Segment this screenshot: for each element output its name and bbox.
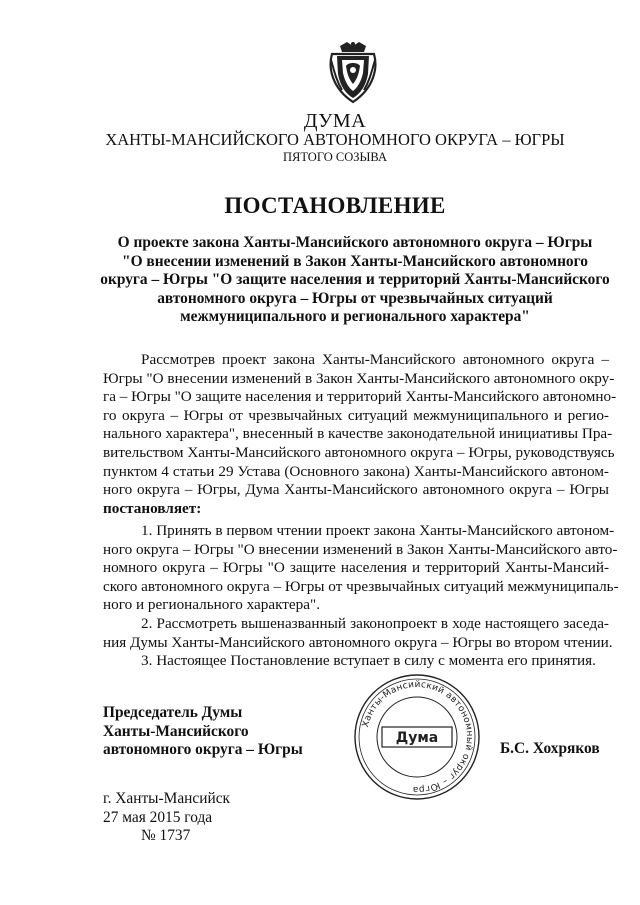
body-line: 2. Рассмотреть вышеназванный законопроект в ходе настоящего заседа- xyxy=(141,614,609,632)
body-line: го округа – Югры от чрезвычайных ситуаций межмуниципального и регио- xyxy=(103,406,609,424)
signatory-position xyxy=(103,704,303,760)
signatory-position-line: автономного округа – Югры xyxy=(103,741,303,759)
issuer-name: ДУМА xyxy=(303,110,367,132)
coat-of-arms-icon xyxy=(328,40,378,104)
body-line: нального характера", внесенный в качестве законодательной инициативы Пра- xyxy=(103,425,613,443)
body-line: ного округа – Югры "О внесении изменений в Закон Ханты-Мансийского авто- xyxy=(103,540,618,558)
subject-line: автономного округа – Югры от чрезвычайных ситуаций xyxy=(157,289,553,307)
document-footer xyxy=(103,790,230,846)
body-line: ного и регионального характера". xyxy=(103,596,320,614)
body-line: Рассмотрев проект закона Ханты-Мансийского автономного округа – xyxy=(141,351,609,368)
signatory-position-line: Председатель Думы xyxy=(103,704,243,721)
signatory-name: Б.С. Хохряков xyxy=(500,740,600,757)
preamble-paragraph xyxy=(103,351,617,518)
body-line: Югры "О внесении изменений в Закон Ханты-Мансийского автономного окру- xyxy=(103,369,615,387)
document-number: № 1737 xyxy=(141,827,191,845)
svg-text:Дума: Дума xyxy=(395,730,439,746)
issuer-region: ХАНТЫ-МАНСИЙСКОГО АВТОНОМНОГО ОКРУГА – ЮГРЫ xyxy=(105,130,565,149)
resolution-items xyxy=(103,522,619,671)
body-line: 3. Настоящее Постановление вступает в силу с момента его принятия. xyxy=(141,652,596,670)
official-stamp xyxy=(352,672,482,802)
signatory-position-line: Ханты-Мансийского xyxy=(103,722,249,740)
body-line: 1. Принять в первом чтении проект закона Ханты-Мансийского автоном- xyxy=(141,522,615,539)
body-line: пунктом 4 статьи 29 Устава (Основного закона) Ханты-Мансийского автоном- xyxy=(103,462,609,480)
body-line: номного округа – Югры "О защите населения и территорий Ханты-Мансий- xyxy=(103,559,609,577)
body-line: ния Думы Ханты-Мансийского автономного округа – Югры во втором чтении. xyxy=(103,633,613,651)
body-line: ского автономного округа – Югры от чрезвычайных ситуаций межмуниципаль- xyxy=(103,577,619,595)
adoption-date: 27 мая 2015 года xyxy=(103,808,213,826)
subject-line: округа – Югры "О защите населения и территорий Ханты-Мансийского xyxy=(100,271,610,289)
document-subject xyxy=(100,234,610,327)
place-of-adoption: г. Ханты-Мансийск xyxy=(103,790,231,807)
convocation: ПЯТОГО СОЗЫВА xyxy=(282,150,388,164)
svg-text:Ханты-Мансийский автономный ок: Ханты-Мансийский автономный округ – Югра xyxy=(360,679,475,795)
resolves-keyword: постановляет: xyxy=(103,499,202,517)
subject-line: "О внесении изменений в Закон Ханты-Мансийского автономного xyxy=(122,252,588,270)
subject-line: О проекте закона Ханты-Мансийского автономного округа – Югры xyxy=(117,234,593,251)
subject-line: межмуниципального и регионального характера" xyxy=(180,308,530,326)
body-line: вительством Ханты-Мансийского автономного округа – Югры, руководствуясь xyxy=(103,443,615,461)
body-line: га – Югры "О защите населения и территорий Ханты-Мансийского автономно- xyxy=(103,388,617,406)
body-line: ного округа – Югры, Дума Ханты-Мансийского автономного округа – Югры xyxy=(103,481,609,499)
document-type-title: ПОСТАНОВЛЕНИЕ xyxy=(224,193,446,218)
